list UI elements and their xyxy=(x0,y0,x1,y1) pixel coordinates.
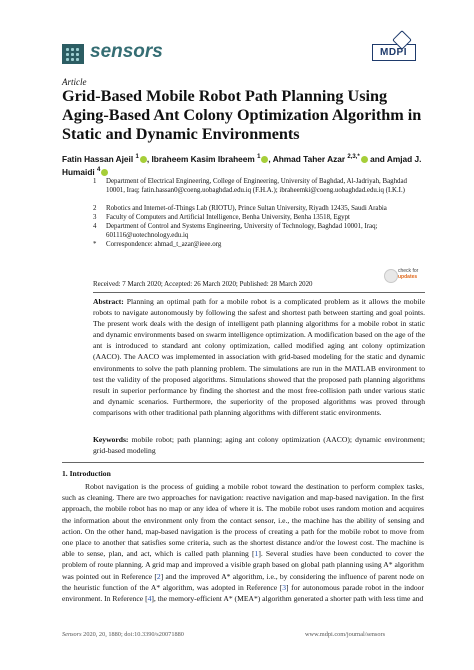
author-affiliation-sup: 4 xyxy=(97,166,101,173)
divider xyxy=(93,292,425,293)
paper-title: Grid-Based Mobile Robot Path Planning Using Aging-Based Ant Colony Optimization Algorithm in Static and Dynamic Environments xyxy=(62,87,422,143)
journal-logo-icon xyxy=(62,44,84,64)
orcid-icon[interactable] xyxy=(361,156,368,163)
paragraph-text: Robot navigation is the process of guiding a mobile robot toward the destination to perform complex tasks, such as cleaning. There are two approaches for navigation: reactive navigation and map-based navigation. In the first approach, the mobile robot has no map or any idea of where it is. The mobile robot uses random motion and acquires the information about the environment only from the contact sensor, i.e., the machine has the ability of sensing and action. On the other hand, map-based navigation is the process of creating a path for the mobile robot to move from one place to another that satisfies some criteria, such as the shortest distance and/or the lowest cost. The machine is able to sense, plan, and act, which is called path planning [ xyxy=(62,482,424,559)
footer-journal: Sensors xyxy=(62,631,82,638)
citation-link[interactable]: 4 xyxy=(147,594,152,604)
divider xyxy=(62,462,424,463)
check-for-updates-badge[interactable] xyxy=(384,268,420,286)
orcid-icon[interactable] xyxy=(140,156,147,163)
author-list: Fatin Hassan Ajeil $^1$ , Ibraheem Kasim Ibraheem $^1$ , Ahmad Taher Azar $^{2,3,*}$ and Amjad J. Humaidi $^4$ xyxy=(62,153,422,177)
keywords-label: Keywords: xyxy=(93,435,129,444)
abstract-label: Abstract: xyxy=(93,297,124,306)
introduction-paragraph xyxy=(62,481,424,604)
keywords xyxy=(93,434,425,456)
affiliation-number: * xyxy=(93,241,97,248)
citation-link[interactable]: 1 xyxy=(254,549,259,559)
check-updates-line1: check for xyxy=(398,268,419,274)
paragraph-text: ] for autonomous parade robot in the indoor environment. In Reference [ xyxy=(62,582,425,604)
author-affiliation-sup: 1 xyxy=(135,154,139,160)
publication-dates: Received: 7 March 2020; Accepted: 26 March 2020; Published: 28 March 2020 xyxy=(93,281,313,288)
footer-citation xyxy=(62,631,184,638)
publisher-logo: MDPI xyxy=(380,47,407,58)
citation-link[interactable]: 2 xyxy=(156,571,161,581)
affiliation-text: Robotics and Internet-of-Things Lab (RIOTU), Prince Sultan University, Riyadh 12435, Saudi Arabia xyxy=(106,205,387,212)
affiliation-number: 3 xyxy=(93,214,97,221)
correspondence: Correspondence: ahmad_t_azar@ieee.org xyxy=(106,241,222,248)
author-name: Ahmad Taher Azar xyxy=(272,153,346,164)
keywords-text: mobile robot; path planning; aging ant colony optimization (AACO); dynamic environment; grid-based modeling xyxy=(93,435,425,456)
abstract-text: Planning an optimal path for a mobile robot is a complicated problem as it allows the mobile robots to navigate autonomously by following the safest and shortest path between starting and goal points. The present work deals with the design of intelligent path planning algorithms for a mobile robot in static and dynamic environments based on swarm intelligence optimization. A modification based on the age of the ant is introduced to standard ant colony optimization, called modified aging ant colony optimization (AACO). The AACO was implemented in association with grid-based modeling for the static and dynamic environments to solve the path planning problem. The simulations are run in the MATLAB environment to test the validity of the proposed algorithms. Simulations showed that the proposed path planning algorithms result in superior performance by finding the shortest and the most free-collision path under various static and dynamic scenarios. Furthermore, the superiority of the proposed algorithms was proved through comparisons with other traditional path planning algorithms with different static environments. xyxy=(93,297,425,417)
article-type: Article xyxy=(62,77,87,87)
journal-name: sensors xyxy=(90,41,163,62)
author-affiliation-sup: 2,3,* xyxy=(347,154,360,160)
affiliation-text: Department of Electrical Engineering, College of Engineering, University of Baghdad, Al-Jadriyah, Baghdad 10001, Iraq; fatin.hassan0@coeng.uobaghdad.edu.iq (F.H.A.); ibraheemki@coeng.uobaghdad.edu.iq (I.K.I.) xyxy=(106,178,407,194)
paragraph-text: ]. Several studies have been conducted to cover the problem of route planning. A grid map and improved a visible graph based on global path planning using A* algorithm was pointed out in Reference [ xyxy=(62,549,424,581)
affiliation-text: Faculty of Computers and Artificial Intelligence, Benha University, Benha 13518, Egypt xyxy=(106,214,350,221)
affiliation-number: 1 xyxy=(93,178,97,185)
author-name: Fatin Hassan Ajeil xyxy=(62,153,134,164)
paragraph-text: ] and the improved A* algorithm, i.e., by considering the influence of parent node on the heuristic function of the A* algorithm, was adopted in Reference [ xyxy=(62,571,424,592)
affiliation-text: Department of Control and Systems Engineering, University of Technology, Baghdad 10001, Iraq; 601116@uotechnology.edu.iq xyxy=(106,223,378,239)
section-heading: 1. Introduction xyxy=(62,469,111,478)
check-updates-icon xyxy=(384,269,398,283)
paragraph-text: ], the memory-efficient A* (MEA*) algorithm generated a shorter path with less time and xyxy=(151,594,424,604)
abstract xyxy=(93,296,425,418)
affiliation-number: 2 xyxy=(93,205,97,212)
footer-citation-text: 2020, 20, 1880; doi:10.3390/s20071880 xyxy=(83,631,184,638)
orcid-icon[interactable] xyxy=(261,156,268,163)
orcid-icon[interactable] xyxy=(101,169,108,176)
author-name: Ibraheem Kasim Ibraheem xyxy=(151,153,255,164)
footer-url[interactable]: www.mdpi.com/journal/sensors xyxy=(305,631,386,638)
affiliation-number: 4 xyxy=(93,223,97,230)
author-connector: and xyxy=(370,153,385,164)
check-updates-line2: updates xyxy=(398,274,418,280)
citation-link[interactable]: 3 xyxy=(282,582,287,592)
author-affiliation-sup: 1 xyxy=(257,154,261,160)
author-name: Amjad J. Humaidi xyxy=(62,153,422,177)
